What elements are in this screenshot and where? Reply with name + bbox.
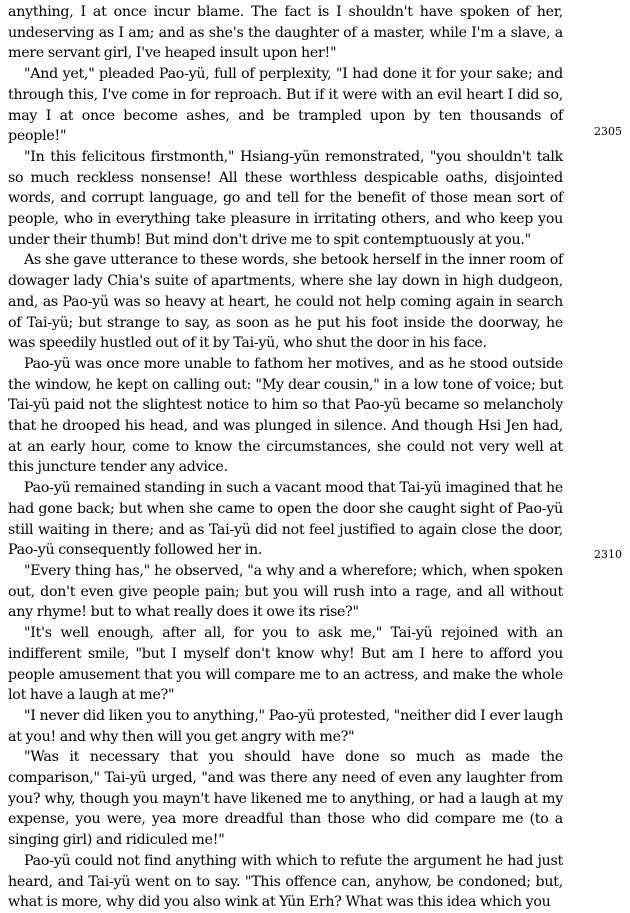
paragraph: Pao-yü could not find anything with which to refute the argument he had just heard, and Tai-yü went on to say. "This offence can, anyhow, be condoned; but, what is more, why did you also wink at Yün Erh? What was this idea which you (8, 852, 563, 911)
paragraph: Pao-yü was once more unable to fathom her motives, and as he stood outside the window, he kept on calling out: "My dear cousin," in a low tone of voice; but Tai-yü paid not the slightest notice to him so that Pao-yü became so melancholy that he drooped his head, and was plunged in silence. And though Hsi Jen had, at an early hour, come to know the circumstances, she could not very well at this juncture tender any advice. (8, 355, 563, 476)
paragraph: Pao-yü remained standing in such a vacant mood that Tai-yü imagined that he had gone back; but when she came to open the door she caught sight of Pao-yü still waiting in there; and as Tai-yü did not feel justified to again close the door, Pao-yü consequently followed her in. (8, 480, 563, 559)
paragraph: "Every thing has," he observed, "a why and a wherefore; which, when spoken out, don't even give people pain; but you will rush into a rage, and all without any rhyme! but to what really does it owe its rise?" (8, 562, 563, 621)
paragraph-continued: anything, I at once incur blame. The fact is I shouldn't have spoken of her, undeserving as I am; and as she's the daughter of a master, while I'm a slave, a mere servant girl, I've heaped insult upon her!" (8, 4, 563, 62)
paragraph: "Was it necessary that you should have done so much as made the comparison," Tai-yü urged, "and was there any need of even any laughter from you? why, though you mayn't have likened me to anything, or had a laugh at my expense, you were, yea more dreadful than those who did compare me (to a singing girl) and ridiculed me!" (8, 749, 563, 849)
paragraph: As she gave utterance to these words, she betook herself in the inner room of dowager lady Chia's suite of apartments, where she lay down in high dudgeon, and, as Pao-yü was so heavy at heart, he could not help coming again in search of Tai-yü; but strange to say, as soon as he put his foot inside the doorway, he was speedily hustled out of it by Tai-yü, who shut the door in his face. (8, 252, 563, 352)
paragraph: "In this felicitous firstmonth," Hsiang-yün remonstrated, "you shouldn't talk so much reckless nonsense! All these worthless despicable oaths, disjointed words, and corrupt language, go and tell for the benefit of those mean sort of people, who in everything take pleasure in irritating others, and who keep you under their thumb! But mind don't drive me to spit contemptuously at you." (8, 148, 563, 248)
line-number-marker: 2310 (594, 548, 622, 561)
line-number-marker: 2305 (594, 125, 622, 138)
paragraph: "I never did liken you to anything," Pao-yü protested, "neither did I ever laugh at you! and why then will you get angry with me?" (8, 707, 563, 745)
paragraph: "It's well enough, after all, for you to ask me," Tai-yü rejoined with an indifferent smile, "but I myself don't know why! But am I here to afford you people amusement that you will compare me to an actress, and make the whole lot have a laugh at me?" (8, 625, 563, 704)
paragraph: "And yet," pleaded Pao-yü, full of perplexity, "I had done it for your sake; and through this, I've come in for reproach. But if it were with an evil heart I did so, may I at once become ashes, and be trampled upon by ten thousands of people!" (8, 66, 563, 145)
text-column (8, 2, 563, 913)
